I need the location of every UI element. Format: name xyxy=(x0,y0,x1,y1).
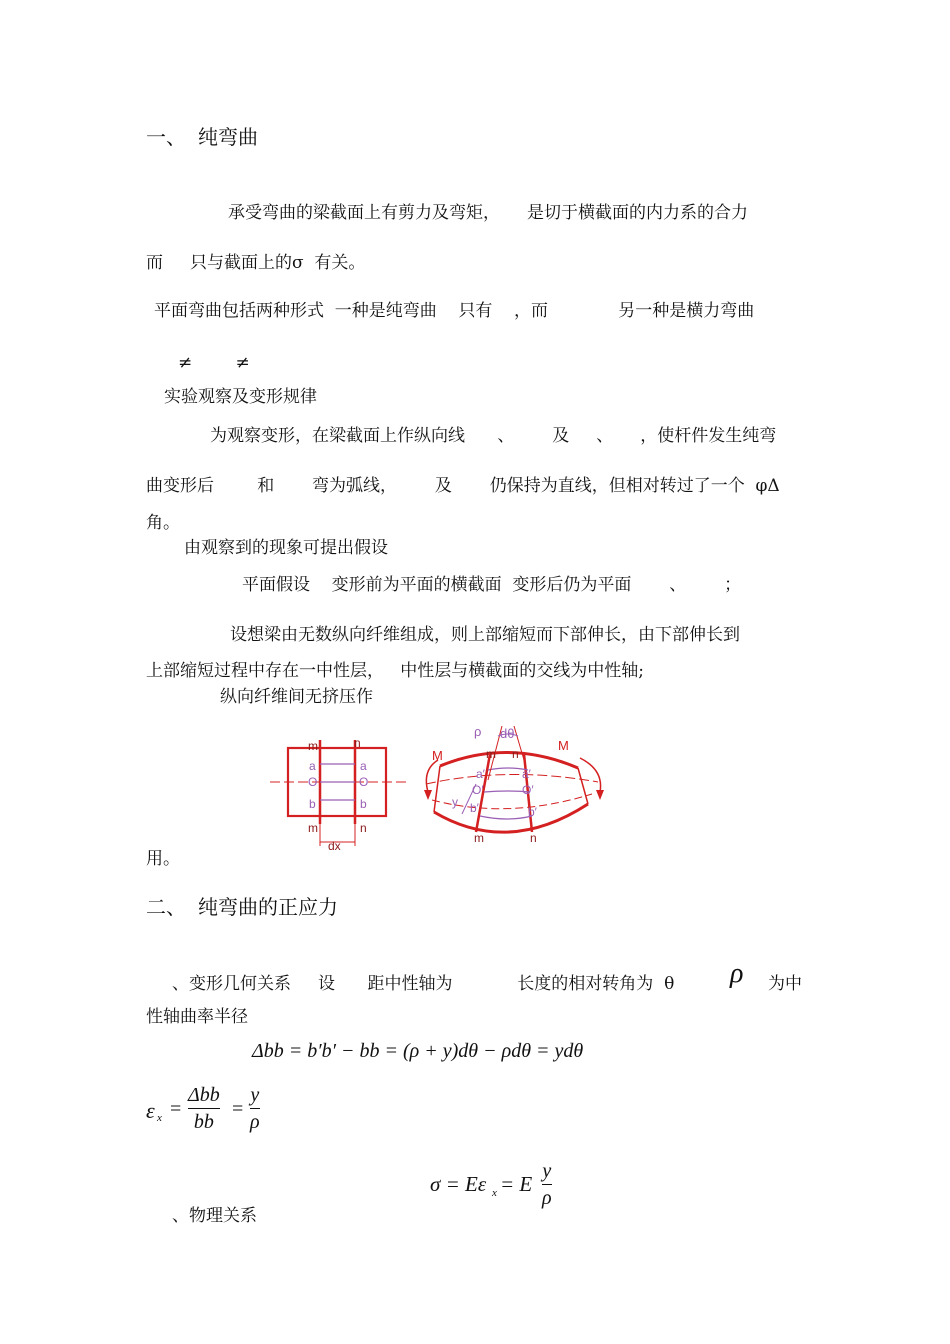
label-o-right-bent: O′ xyxy=(522,783,534,797)
paragraph-5: 为观察变形，在梁截面上作纵向线 、 及 、 ，使杆件发生纯弯 xyxy=(210,426,777,446)
label-y: y xyxy=(452,795,458,809)
label-dx: dx xyxy=(328,839,341,853)
paragraph-11: 上部缩短过程中存在一中性层， 中性层与横截面的交线为中性轴; xyxy=(146,661,644,681)
label-o-left-bent: O′ xyxy=(472,783,484,797)
label-m-bottom-bent: m xyxy=(474,831,484,845)
label-b-right: b xyxy=(360,797,367,811)
stress-mid: = E xyxy=(500,1172,533,1196)
stress-subscript: x xyxy=(492,1187,497,1199)
label-n-top-bent: n xyxy=(512,747,519,761)
bent-fiber-bb xyxy=(480,816,532,819)
moment-arrow-left xyxy=(426,760,438,792)
subheading-experiment: 实验观察及变形规律 xyxy=(164,387,317,407)
label-o-left: O xyxy=(308,775,318,789)
paragraph-9: 平面假设 变形前为平面的横截面 变形后仍为平面 、 ； xyxy=(242,575,742,595)
bent-top-edge xyxy=(440,752,578,768)
fraction-y-rho-stress xyxy=(542,1160,552,1209)
paragraph-4: ≠ ≠ xyxy=(178,353,250,373)
fraction-numerator: Δbb xyxy=(188,1084,220,1106)
label-m-top-bent: m xyxy=(486,747,496,761)
label-n-top: n xyxy=(354,736,361,750)
label-a-right: a xyxy=(360,759,367,773)
label-a-left-bent: a′ xyxy=(476,767,485,781)
bent-neutral-axis xyxy=(426,774,598,784)
label-rho: ρ xyxy=(474,724,482,739)
label-M-left: M xyxy=(432,748,443,763)
straight-beam-segment xyxy=(270,736,410,853)
equation-delta-bb: Δbb = b′b′ − bb = (ρ + y)dθ − ρdθ = ydθ xyxy=(252,1040,584,1062)
label-b-right-bent: b′ xyxy=(528,805,537,819)
label-a-right-bent: a′ xyxy=(522,767,531,781)
fraction-numerator: y xyxy=(250,1084,260,1106)
label-b-left-bent: b′ xyxy=(470,801,479,815)
bent-beam-segment xyxy=(424,724,604,845)
stress-lhs: σ = Eε xyxy=(430,1172,487,1196)
label-m-top: m xyxy=(308,739,318,753)
strain-symbol: ε xyxy=(146,1098,155,1123)
fraction-denominator: ρ xyxy=(250,1111,260,1133)
label-n-bottom: n xyxy=(360,821,367,835)
paragraph-10: 设想梁由无数纵向纤维组成，则上部缩短而下部伸长，由下部伸长到 xyxy=(230,625,740,645)
fraction-y-rho xyxy=(250,1084,260,1133)
equals-sign-1: = xyxy=(170,1098,182,1120)
paragraph-16: 、物理关系 xyxy=(172,1206,257,1226)
paragraph-14: 、变形几何关系 设 距中性轴为 长度的相对转角为 θ xyxy=(172,974,675,994)
label-m-bottom: m xyxy=(308,821,318,835)
fraction-denominator: ρ xyxy=(542,1187,552,1209)
equals-sign-2: = xyxy=(232,1098,244,1120)
label-b-left: b xyxy=(309,797,316,811)
paragraph-14-end: 为中 xyxy=(768,974,802,994)
label-a-left: a xyxy=(309,759,316,773)
paragraph-6: 曲变形后 和 弯为弧线， 及 仍保持为直线，但相对转过了一个 φΔ xyxy=(146,476,780,496)
rho-symbol: ρ xyxy=(730,958,744,989)
paragraph-13: 用。 xyxy=(146,849,180,869)
label-dtheta: dθ xyxy=(500,726,515,741)
paragraph-3: 平面弯曲包括两种形式 一种是纯弯曲 只有 ，而 另一种是横力弯曲 xyxy=(154,301,755,321)
paragraph-7: 角。 xyxy=(146,513,180,533)
paragraph-1: 承受弯曲的梁截面上有剪力及弯矩， 是切于横截面的内力系的合力 xyxy=(228,203,749,223)
label-n-bottom-bent: n xyxy=(530,831,537,845)
section-1-number: 一、 xyxy=(146,125,186,149)
equation-strain xyxy=(146,1084,286,1140)
section-2-number: 二、 xyxy=(146,895,186,919)
paragraph-15: 性轴曲率半径 xyxy=(146,1007,248,1027)
strain-subscript: x xyxy=(157,1112,162,1124)
section-2-title: 纯弯曲的正应力 xyxy=(198,895,338,919)
paragraph-8: 由观察到的现象可提出假设 xyxy=(184,538,388,558)
fraction-numerator: y xyxy=(542,1160,552,1182)
fraction-delta-bb xyxy=(188,1084,220,1133)
equation-stress xyxy=(430,1160,580,1216)
paragraph-2: 而 只与截面上的σ 有关。 xyxy=(146,253,366,273)
fraction-denominator: bb xyxy=(193,1111,214,1133)
label-o-right: O xyxy=(359,775,369,789)
label-M-right: M xyxy=(558,738,569,753)
paragraph-12: 纵向纤维间无挤压作 xyxy=(220,687,373,707)
section-1-title: 纯弯曲 xyxy=(198,125,258,149)
pure-bending-figure xyxy=(262,720,614,856)
